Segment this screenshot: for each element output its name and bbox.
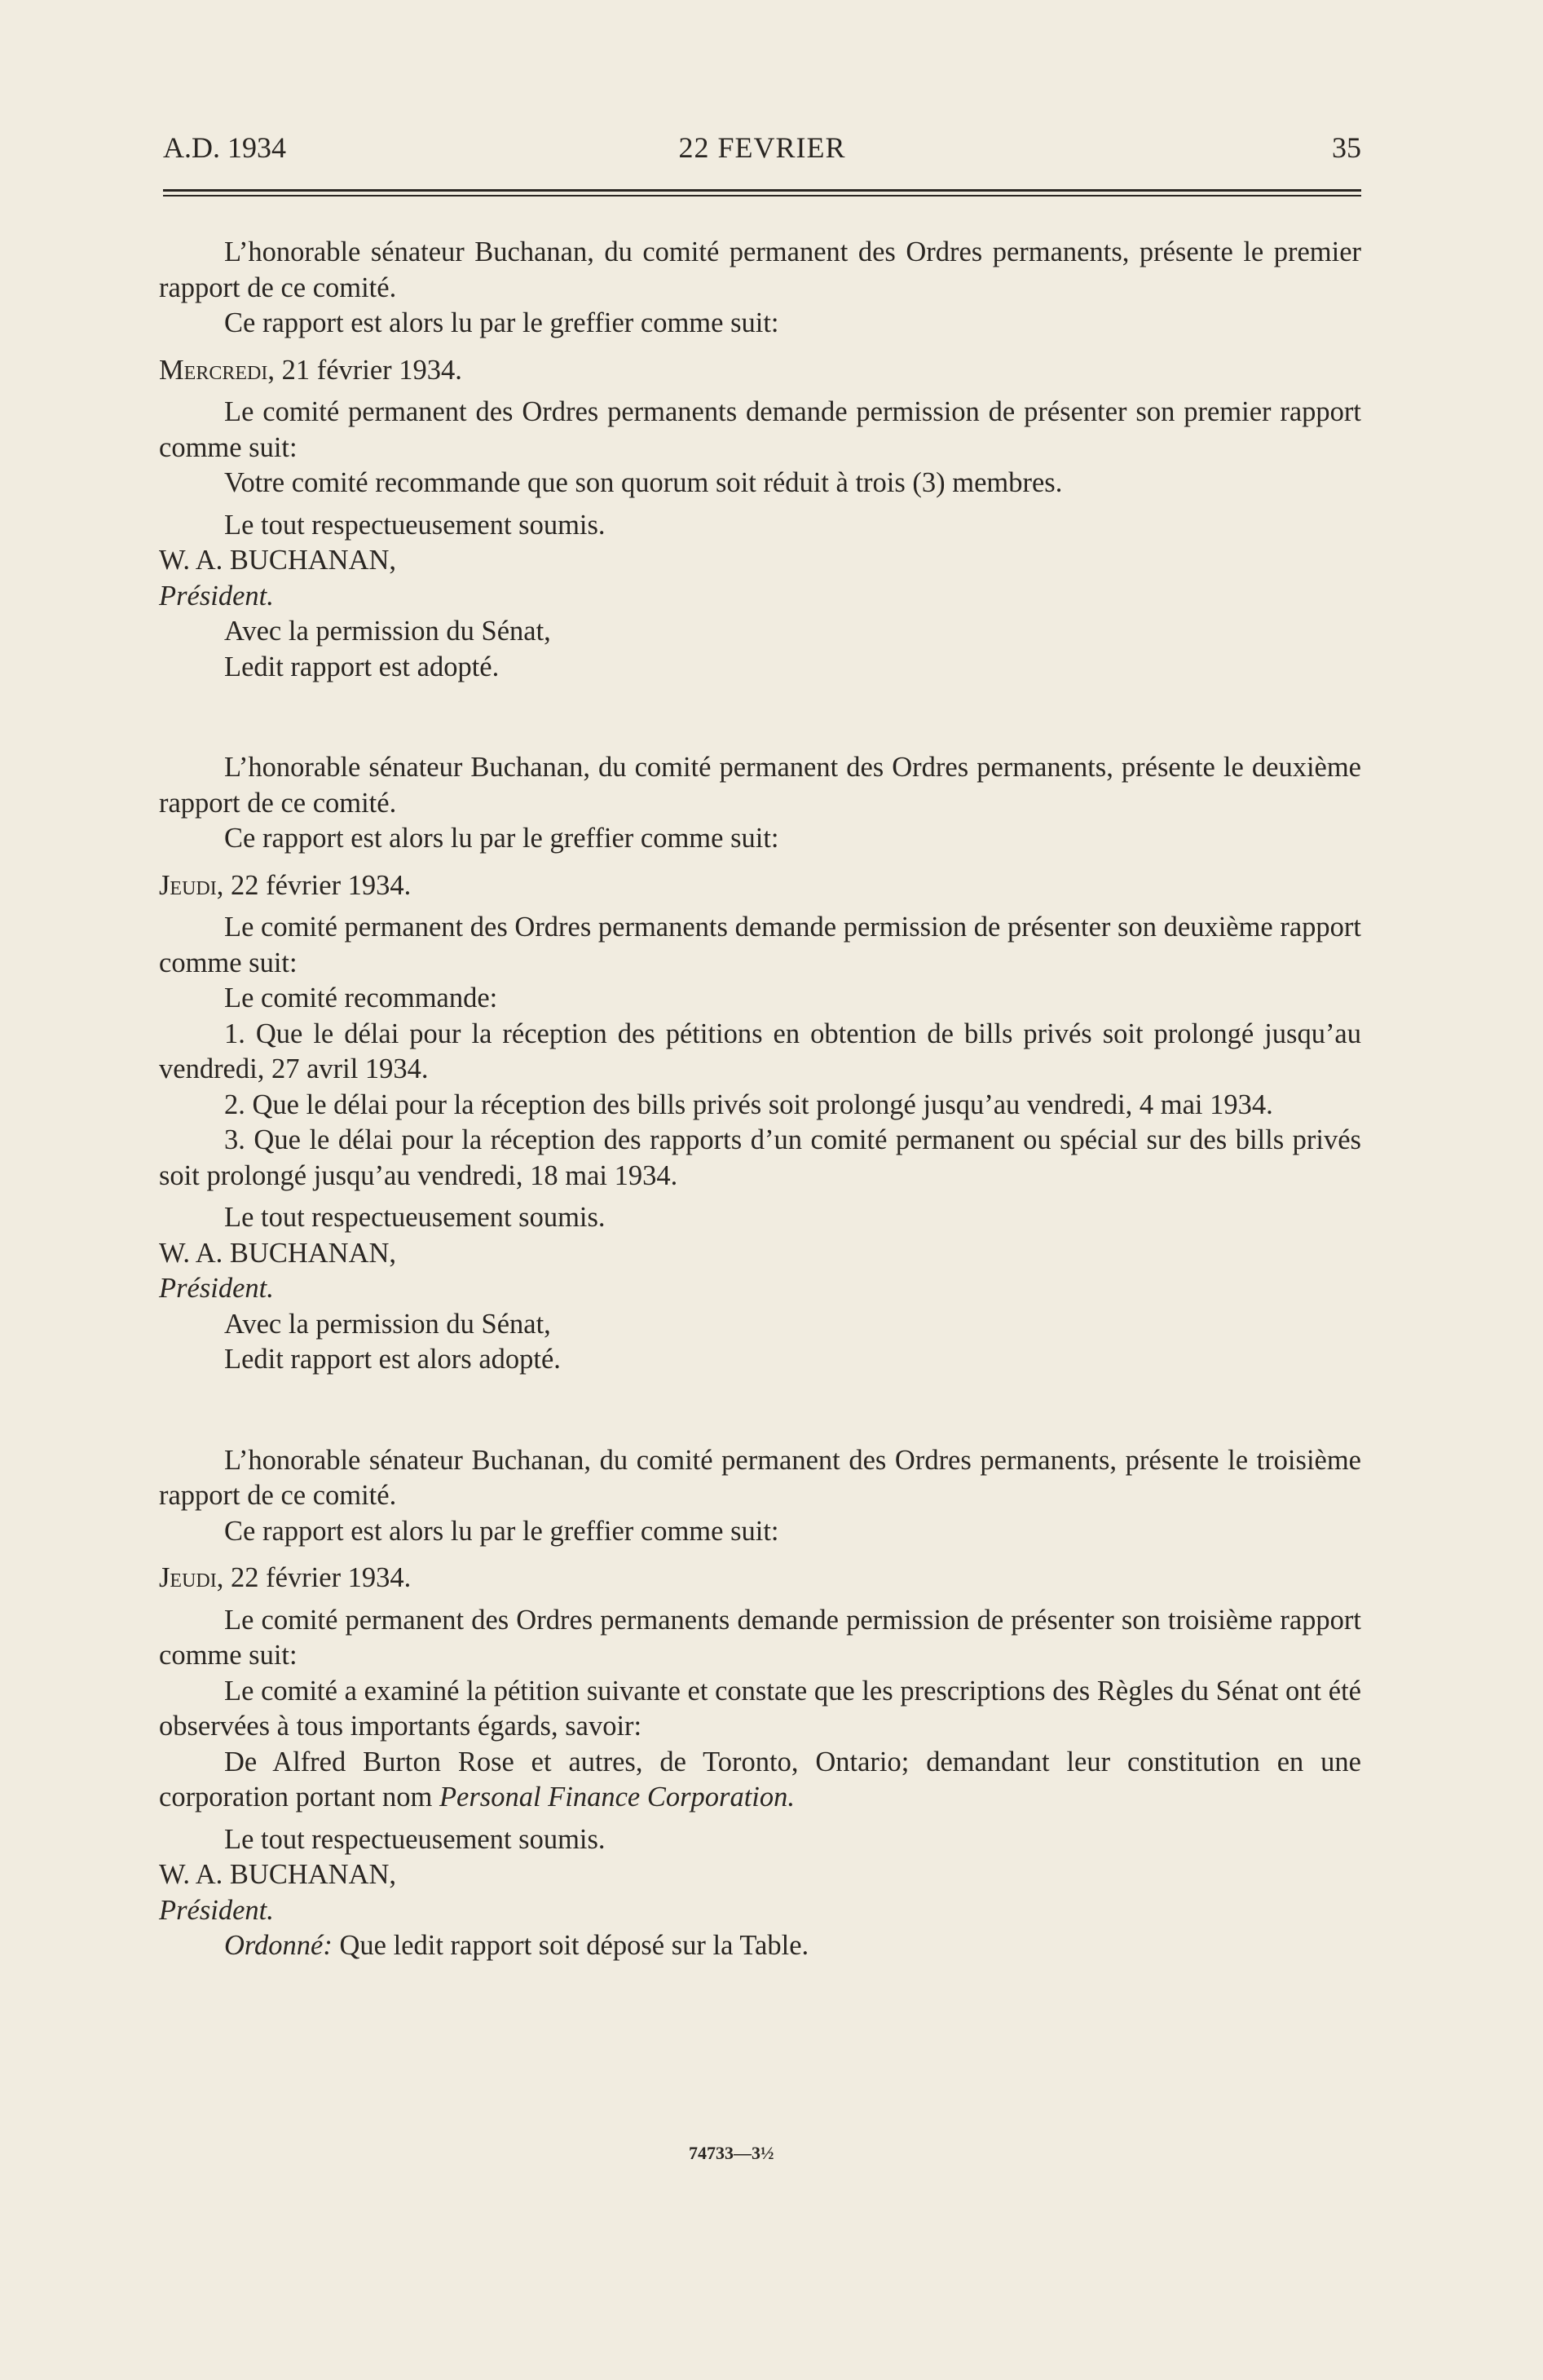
report-date [159, 353, 1361, 389]
report-date [159, 1561, 1361, 1596]
petition-line [159, 1745, 1361, 1816]
report-date [159, 868, 1361, 904]
signature: W. A. BUCHANAN, [159, 545, 397, 576]
report-date-rest: , 22 février 1934. [216, 1562, 412, 1593]
page-number: 35 [1332, 131, 1361, 164]
report-request: Le comité permanent des Ordres permanents demande permission de présenter son troisième rapport comme suit: [159, 1604, 1361, 1671]
report-section-2 [159, 750, 1361, 1378]
petition-corporation-name: Personal Finance Corporation. [439, 1782, 795, 1813]
signature-title: Président. [159, 1273, 274, 1304]
adopted-line: Ledit rapport est alors adopté. [224, 1344, 561, 1375]
submitted-line: Le tout respectueusement soumis. [224, 509, 606, 541]
report-day: Jeudi [159, 869, 217, 901]
report-day: Mercredi [159, 354, 268, 386]
report-request: Le comité permanent des Ordres permanents demande permission de présenter son deuxième rapport comme suit: [159, 912, 1361, 978]
permission-line: Avec la permission du Sénat, [224, 616, 551, 647]
report-date-rest: , 22 février 1934. [216, 869, 412, 901]
page-body [159, 235, 1361, 1964]
section-intro: L’honorable sénateur Buchanan, du comité permanent des Ordres permanents, présente le deuxième rapport de ce comité. [159, 752, 1361, 819]
permission-line: Avec la permission du Sénat, [224, 1308, 551, 1340]
examined-line: Le comité a examiné la pétition suivante et constate que les prescriptions des Règles du Sénat ont été observées à tous importants égards, savoir: [159, 1675, 1361, 1742]
section-intro: L’honorable sénateur Buchanan, du comité permanent des Ordres permanents, présente le troisième rapport de ce comité. [159, 1444, 1361, 1511]
signature-title: Président. [159, 580, 274, 612]
reading-line: Ce rapport est alors lu par le greffier comme suit: [224, 307, 779, 338]
signature-title: Président. [159, 1894, 274, 1926]
header-date: 22 FEVRIER [678, 131, 846, 164]
petition-prefix: De Alfred Burton Rose et autres, de Toronto, Ontario; demandant leur constitution en une corporation portant nom [159, 1746, 1361, 1813]
reading-line: Ce rapport est alors lu par le greffier comme suit: [224, 823, 779, 854]
page-header [163, 130, 1361, 179]
section-intro: L’honorable sénateur Buchanan, du comité permanent des Ordres permanents, présente le premier rapport de ce comité. [159, 236, 1361, 303]
ordered-text: Que ledit rapport soit déposé sur la Table. [332, 1930, 809, 1961]
report-recommendation: Votre comité recommande que son quorum soit réduit à trois (3) membres. [224, 467, 1063, 498]
print-code: 74733—3½ [689, 2143, 774, 2163]
ordered-line [159, 1928, 1361, 1964]
signature: W. A. BUCHANAN, [159, 1859, 397, 1890]
report-date-rest: , 21 février 1934. [267, 354, 462, 386]
report-day: Jeudi [159, 1562, 217, 1593]
header-double-rule [163, 189, 1361, 196]
report-section-1 [159, 235, 1361, 685]
submitted-line: Le tout respectueusement soumis. [224, 1202, 606, 1233]
adopted-line: Ledit rapport est adopté. [224, 651, 500, 682]
report-request: Le comité permanent des Ordres permanents demande permission de présenter son premier rapport comme suit: [159, 396, 1361, 463]
submitted-line: Le tout respectueusement soumis. [224, 1823, 606, 1855]
reading-line: Ce rapport est alors lu par le greffier comme suit: [224, 1515, 779, 1547]
recommendation-item: 1. Que le délai pour la réception des pétitions en obtention de bills privés soit prolongé jusqu’au vendredi, 27 avril 1934. [159, 1018, 1361, 1084]
report-section-3 [159, 1443, 1361, 1964]
recommendation-item: 2. Que le délai pour la réception des bills privés soit prolongé jusqu’au vendredi, 4 mai 1934. [224, 1088, 1273, 1120]
recommendation-item: 3. Que le délai pour la réception des rapports d’un comité permanent ou spécial sur des bills privés soit prolongé jusqu’au vendredi, 18 mai 1934. [159, 1124, 1361, 1191]
ordered-label: Ordonné: [224, 1930, 333, 1961]
header-year: A.D. 1934 [163, 131, 286, 164]
signature: W. A. BUCHANAN, [159, 1237, 397, 1269]
recommends-line: Le comité recommande: [224, 982, 498, 1013]
